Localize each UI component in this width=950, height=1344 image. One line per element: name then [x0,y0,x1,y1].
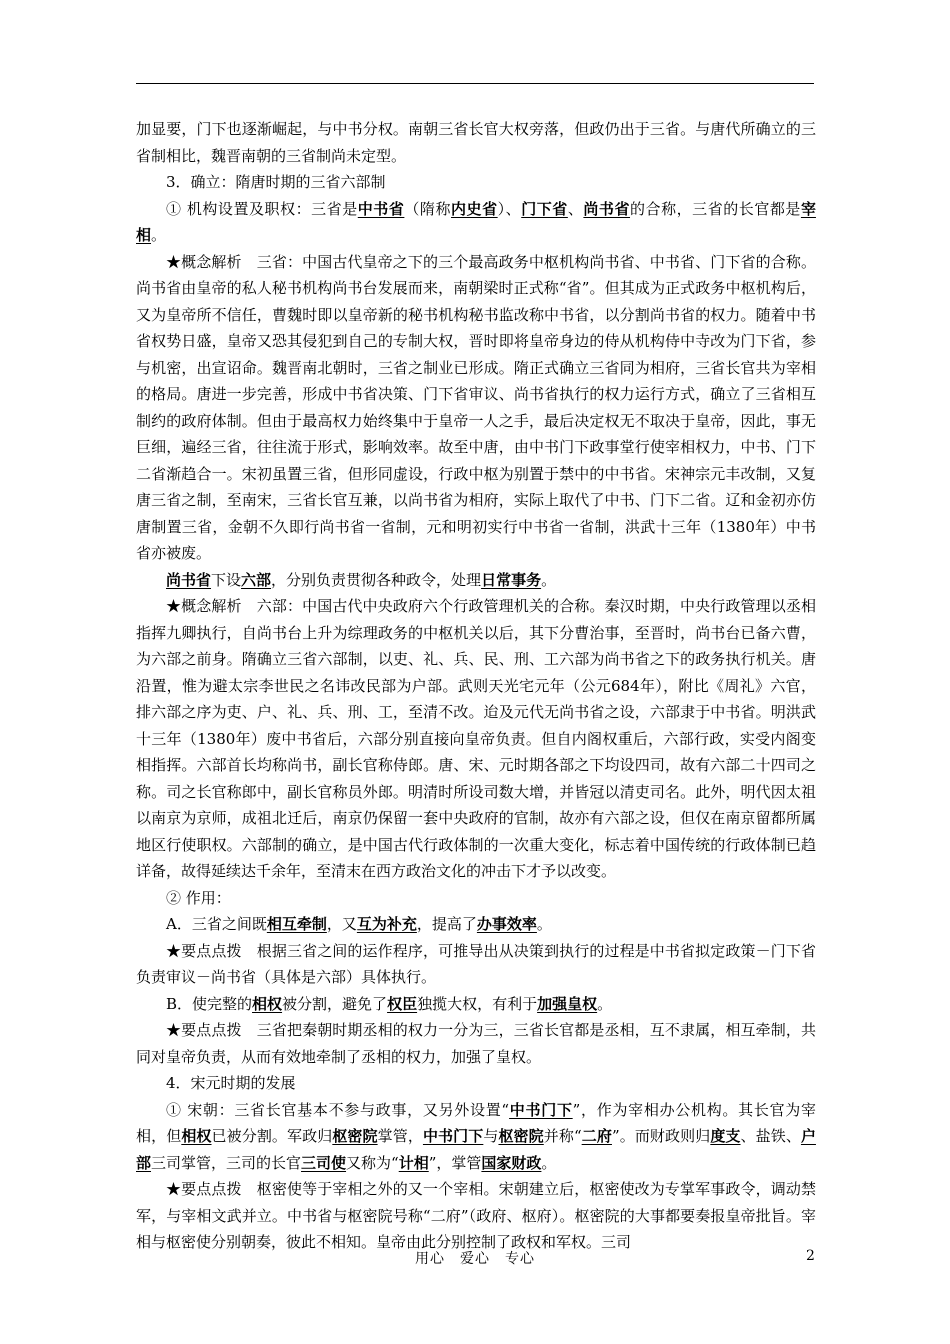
text-run: ”，掌管 [428,1153,482,1172]
footer-motto: 用心 爱心 专心 [415,1251,535,1267]
key-term: 三司使 [301,1153,347,1172]
key-term: 中书省 [357,199,405,218]
paragraph [136,1097,816,1177]
text-run: ”，作为宰相办公机构。其长官为宰相，但 [136,1100,816,1145]
text-run: A．三省之间既 [166,915,267,933]
text-run: 与 [483,1127,499,1145]
text-run: ★要点点拨 枢密使等于宰相之外的又一个宰相。宋朝建立后，枢密使改为专掌军事政令，调动禁军，与宰相文武并立。中书省与枢密院号称“二府”（政府、枢府）。枢密院的大事都要奏报皇帝批旨。宰相与枢密使分别朝奏，彼此不相知。皇帝由此分别控制了政权和军权。三司 [136,1180,816,1251]
text-run: （隋称 [404,199,452,218]
key-term: 相权 [181,1127,212,1145]
text-run: 下设 [211,570,242,589]
key-term: 计相 [398,1153,429,1172]
paragraph [136,249,816,567]
key-term: 日常事务 [481,570,542,589]
text-run: 4．宋元时期的发展 [166,1074,296,1092]
paragraph [136,567,816,594]
key-term: 相权 [252,994,283,1013]
document-body [136,116,816,1256]
text-run: 。 [536,915,552,933]
text-run: ★要点点拨 三省把秦朝时期丞相的权力一分为三，三省长官都是丞相，互不隶属，相互牵制，共同对皇帝负责，从而有效地牵制了丞相的权力，加强了皇权。 [136,1021,816,1066]
key-term: 尚书省 [583,199,631,218]
paragraph [136,991,816,1018]
paragraph [136,169,816,196]
text-run: ★概念解析 六部：中国古代中央政府六个行政管理机关的合称。秦汉时期，中央行政管理以丞相指挥九卿执行，自尚书台上升为综理政务的中枢机关以后，其下分曹治事，至晋时，尚书台已备六曹，为六部之前身。隋确立三省六部制，以吏、礼、兵、民、刑、工六部为尚书省之下的政务执行机关。唐沿置，惟为避太宗李世民之名讳改民部为户部。武则天光宅元年（公元684年），附比《周礼》六官，排六部之序为吏、户、礼、兵、刑、工，至清不改。迨及元代无尚书省之设，六部隶于中书省。明洪武十三年（1380年）废中书省后，六部分别直接向皇帝负责。但自内阁权重后，六部行政，实受内阁变相指挥。六部首长均称尚书，副长官称侍郎。唐、宋、元时期各部之下均设四司，故有六部二十四司之称。司之长官称郎中，副长官称员外郎。明清时所设司数大增，并皆冠以清吏司名。此外，明代因太祖以南京为京师，成祖北迁后，南京仍保留一套中央政府的官制，故亦有六部之设，但仅在南京留都所属地区行使职权。六部制的确立，是中国古代行政体制的一次重大变化，标志着中国传统的行政体制已趋详备，故得延续达千余年，至清末在西方政治文化的冲击下才予以改变。 [136,597,816,880]
paragraph [136,196,816,249]
paragraph [136,1176,816,1256]
text-run: 。 [541,570,557,589]
text-run: B．使完整的 [166,994,253,1013]
text-run: ① 机构设置及职权：三省是 [166,199,358,218]
header-rule [136,83,814,84]
key-term: 内史省 [451,199,498,218]
paragraph [136,938,816,991]
paragraph [136,1070,816,1097]
text-run: ① 宋朝：三省长官基本不参与政事，又另外设置“ [166,1100,510,1119]
key-term: 度支 [710,1127,741,1145]
key-term: 相互牵制 [266,915,327,933]
paragraph [136,885,816,912]
key-term: 办事效率 [476,915,537,933]
key-term: 权臣 [387,994,418,1013]
text-run: 加显要，门下也逐渐崛起，与中书分权。南朝三省长官大权旁落，但政仍出于三省。与唐代所确立的三省制相比，魏晋南朝的三省制尚未定型。 [136,120,816,165]
text-run: 。 [151,226,167,244]
text-run: 又称为“ [346,1153,399,1172]
key-term: 互为补充 [356,915,417,933]
paragraph [136,116,816,169]
key-term: 枢密院 [498,1127,544,1145]
key-term: 宰相 [136,199,816,244]
text-run: 3．确立：隋唐时期的三省六部制 [166,173,386,191]
text-run: 并称“ [543,1127,582,1145]
paragraph [136,911,816,938]
key-term: 门下省 [521,199,568,218]
paragraph [136,593,816,885]
key-term: 加强皇权 [537,994,598,1013]
text-run: 、 [567,199,584,218]
text-run: ★概念解析 三省：中国古代皇帝之下的三个最高政务中枢机构尚书省、中书省、门下省的合称。尚书省由皇帝的私人秘书机构尚书台发展而来，南朝梁时正式称“省”。但其成为正式政务中枢机构后，又为皇帝所不信任，曹魏时即以皇帝新的秘书机构秘书监改称中书省，以分割尚书省的权力。随着中书省权势日盛，皇帝又恐其侵犯到自己的专制大权，晋时即将皇帝身边的侍从机构侍中寺改为门下省，参与机密，出宣诏命。魏晋南北朝时，三省之制业已形成。隋正式确立三省同为相府，三省长官共为宰相的格局。唐进一步完善，形成中书省决策、门下省审议、尚书省执行的权力运行方式，确立了三省相互制约的政府体制。但由于最高权力始终集中于皇帝一人之手，最后决定权无不取决于皇帝，因此，事无巨细，遍经三省，往往流于形式，影响效率。故至中唐，由中书门下政事堂行使宰相权力，中书、门下二省渐趋合一。宋初虽置三省，但形同虚设，行政中枢为别置于禁中的中书省。宋神宗元丰改制，又复唐三省之制，至南宋，三省长官互兼，以尚书省为相府，实际上取代了中书、门下二省。辽和金初亦仿唐制置三省，金朝不久即行尚书省一省制，元和明初实行中书省一省制，洪武十三年（1380年）中书省亦被废。 [136,252,816,562]
key-term: 枢密院 [332,1127,378,1145]
text-run: 。 [541,1153,557,1172]
text-run: 独揽大权，有利于 [417,994,538,1013]
text-run: 掌管， [377,1127,423,1145]
text-run: 被分割，避免了 [282,994,388,1013]
text-run: ，提高了 [416,915,477,933]
text-run: 已被分割。军政归 [211,1127,333,1145]
text-run: 。 [597,994,613,1013]
paragraph [136,1017,816,1070]
key-term: 尚书省 [166,570,212,589]
page-number: 2 [806,1248,815,1264]
key-term: 中书门下 [422,1127,484,1145]
key-term: 户部 [136,1127,816,1172]
text-run: ，分别负责贯彻各种政令，处理 [271,570,482,589]
text-run: ”。而财政则归 [611,1127,711,1145]
text-run: ② 作用： [166,888,231,907]
key-term: 二府 [581,1127,612,1145]
text-run: ，又 [326,915,357,933]
text-run: 、盐铁、 [740,1127,801,1145]
text-run: 三司掌管，三司的长官 [151,1153,302,1172]
text-run: 的合称，三省的长官都是 [630,199,801,218]
key-term: 国家财政 [481,1153,542,1172]
text-run: ）、 [497,199,522,218]
key-term: 六部 [241,570,272,589]
text-run: ★要点点拨 根据三省之间的运作程序，可推导出从决策到执行的过程是中书省拟定政策－门下省负责审议－尚书省（具体是六部）具体执行。 [136,941,816,986]
key-term: 中书门下 [509,1100,573,1119]
